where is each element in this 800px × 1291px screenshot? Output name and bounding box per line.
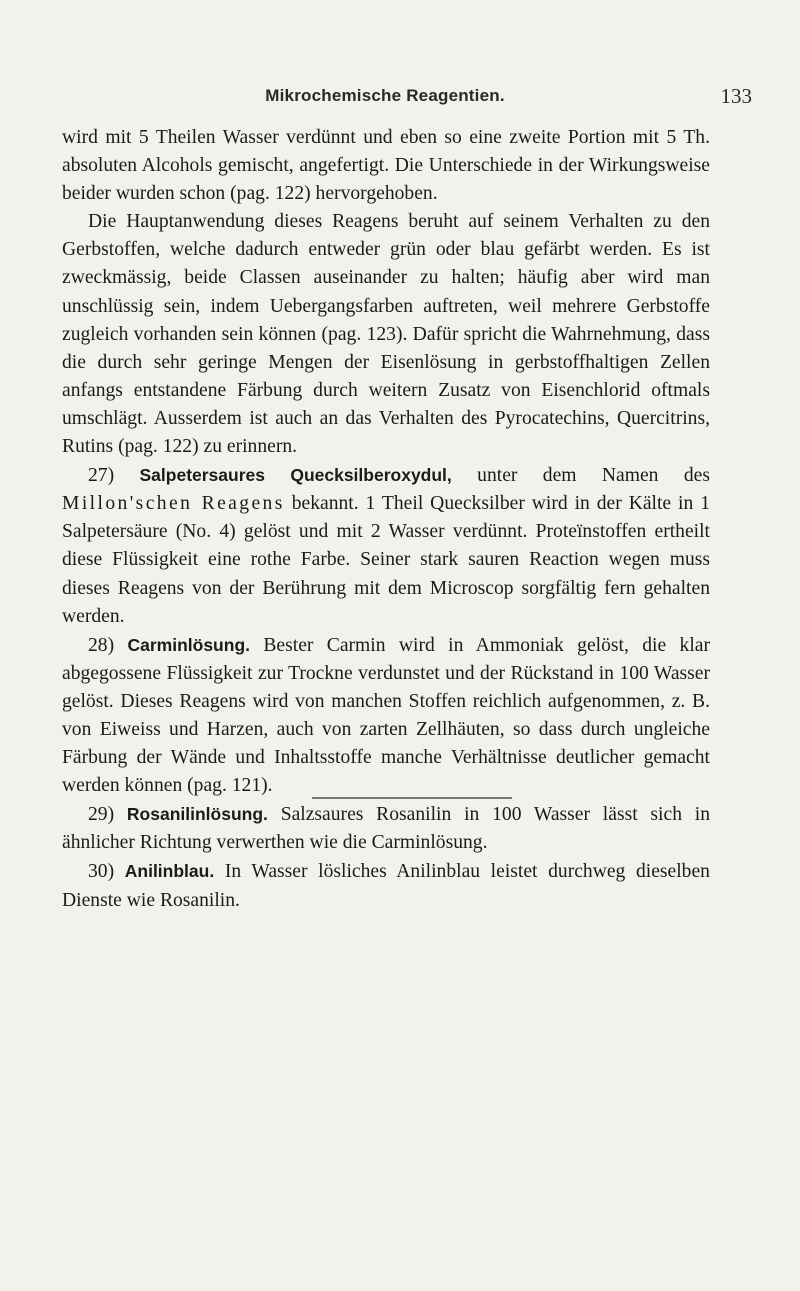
paragraph-text: Die Hauptanwendung dieses Reagens beruht auf seinem Verhalten zu den Gerbstoffen, welche dadurch entweder grün oder blau gefärbt werden. Es ist zweckmässig, beide Classen auseinander zu halten; häufig aber wird man unschlüssig sein, indem Uebergangsfarben auftreten, weil mehrere Gerbstoffe zugleich vorhanden sein können (pag. 123). Dafür spricht die Wahrnehmung, dass die durch sehr geringe Mengen der Eisenlösung in gerbstoffhaltigen Zellen anfangs entstandene Färbung durch weitern Zusatz von Eisenchlorid oftmals umschlägt. Ausserdem ist auch an das Verhalten des Pyrocatechins, Quercitrins, Rutins (pag. 122) zu erinnern. bbox=[62, 211, 710, 458]
page-number: 133 bbox=[720, 84, 752, 108]
entry-text: Salzsaures Rosanilin in 100 Wasser lässt sich in ähnlicher Richtung verwerthen wie die Carminlösung. bbox=[62, 804, 711, 854]
paragraph-text: wird mit 5 Theilen Wasser verdünnt und eben so eine zweite Portion mit 5 Th. absoluten Alcohols gemischt, angefertigt. Die Unterschiede in der Wirkungsweise beider wurden schon (pag. 122) hervorgehoben. bbox=[62, 127, 710, 205]
paragraph-entry-27 bbox=[62, 461, 710, 631]
paragraph-entry-28 bbox=[62, 631, 710, 801]
entry-text-lead: unter dem Namen des bbox=[477, 465, 710, 487]
entry-spaced-name: Millon'schen Reagens bbox=[62, 493, 285, 515]
entry-number: 29) bbox=[88, 804, 115, 826]
running-title: Mikrochemische Reagentien. bbox=[265, 86, 505, 105]
entry-term: Carminlösung. bbox=[127, 634, 250, 655]
paragraph-entry-29 bbox=[62, 800, 710, 857]
entry-text: bekannt. 1 Theil Quecksilber wird in der Kälte in 1 Salpetersäure (No. 4) gelöst und mit 2 Wasser verdünnt. Proteïnstoffen ertheilt diese Flüssigkeit eine rothe Farbe. Seiner stark sauren Reaction wegen muss dieses Reagens von der Berührung mit dem Microscop sorgfältig fern gehalten werden. bbox=[62, 493, 710, 627]
paragraph-gerbstoffe bbox=[62, 208, 710, 461]
page-header bbox=[60, 84, 752, 110]
entry-number: 28) bbox=[88, 634, 115, 656]
entry-text: Bester Carmin wird in Ammoniak gelöst, die klar abgegossene Flüssigkeit zur Trockne verdunstet und der Rückstand in 100 Wasser gelöst. Dieses Reagens wird von manchen Stoffen reichlich aufgenommen, z. B. von Eiweiss und Harzen, auch von zarten Zellhäuten, so dass durch ungleiche Färbung der Wände und Inhaltsstoffe manche Verhältnisse deutlicher gemacht werden können (pag. 121). bbox=[62, 634, 710, 797]
entry-text: In Wasser lösliches Anilinblau leistet durchweg dieselben Dienste wie Rosanilin. bbox=[62, 861, 710, 911]
paragraph-continuation bbox=[62, 124, 710, 208]
entry-number: 27) bbox=[88, 465, 115, 487]
section-end-rule bbox=[312, 797, 512, 799]
entry-term: Rosanilinlösung. bbox=[126, 804, 268, 825]
entry-term: Anilinblau. bbox=[124, 861, 215, 882]
paragraph-entry-30 bbox=[62, 857, 710, 914]
entry-number: 30) bbox=[88, 861, 115, 883]
entry-term: Salpetersaures Quecksilberoxydul, bbox=[139, 465, 452, 486]
